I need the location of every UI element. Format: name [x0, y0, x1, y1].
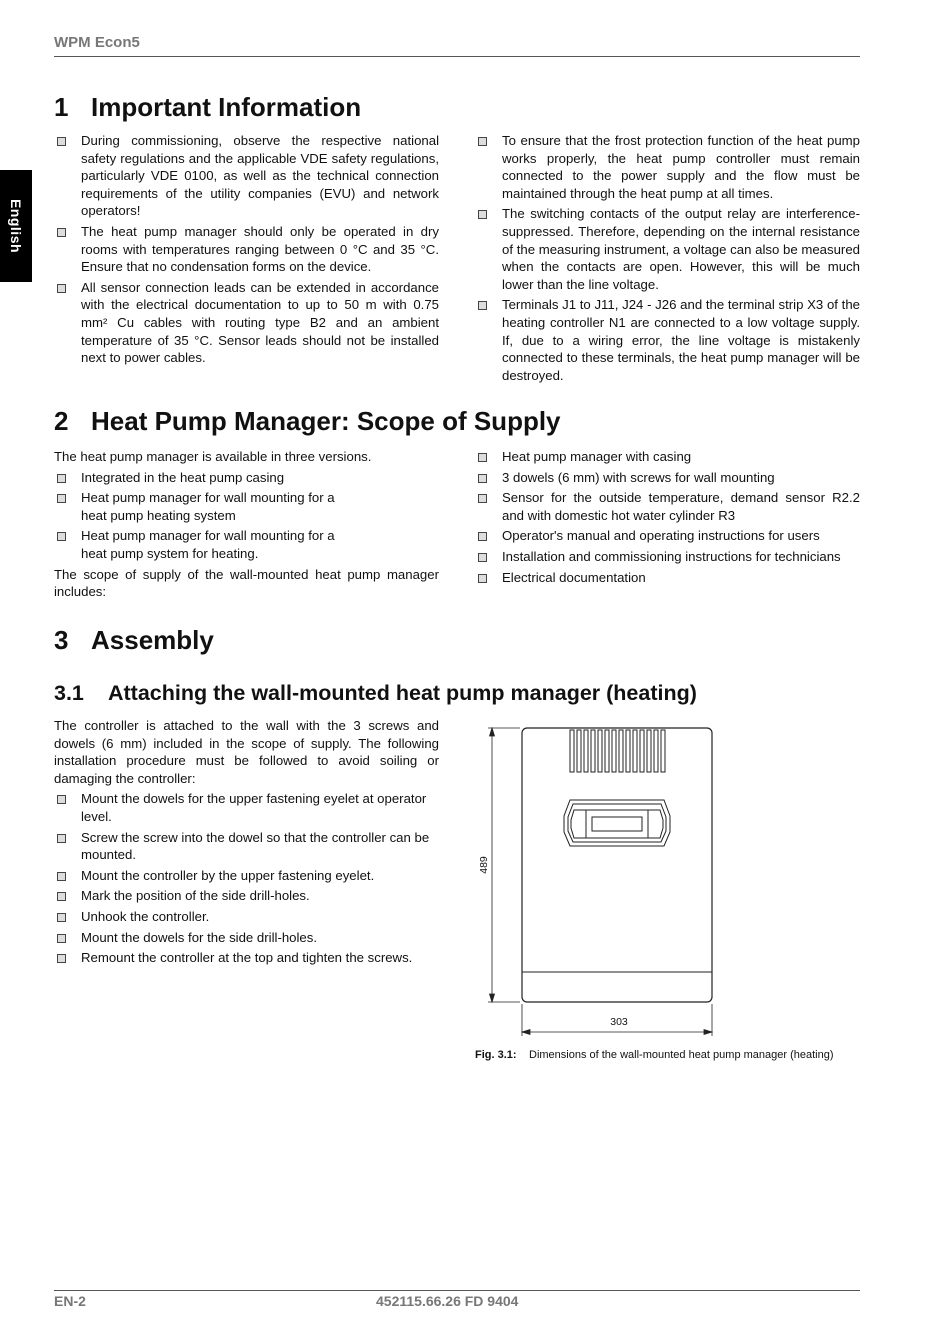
running-header: WPM Econ5: [54, 34, 140, 51]
section-number: 3: [54, 625, 69, 655]
footer-rule: [54, 1290, 860, 1291]
list-item: Sensor for the outside temperature, demand sensor R2.2 and with domestic hot water cylinder R3: [475, 489, 860, 524]
page-number: EN-2: [54, 1293, 86, 1309]
list-item: The switching contacts of the output relay are interference-suppressed. Therefore, depending on the internal resistance of the measuring instrument, a voltage can also be measured when the contacts are open. However, this will be much lower than the line voltage.: [475, 205, 860, 293]
figure-caption: [475, 1049, 834, 1061]
list-item: Mark the position of the side drill-holes.: [54, 887, 439, 905]
section-number: 3.1: [54, 681, 84, 705]
figure-caption-label: Fig. 3.1:: [475, 1049, 517, 1061]
list-item: To ensure that the frost protection function of the heat pump works properly, the heat pump controller must remain connected to the power supply and the flow must be maintained through the heat pump at all times.: [475, 132, 860, 202]
paragraph: The controller is attached to the wall with the 3 screws and dowels (6 mm) included in the scope of supply. The following installation procedure must be followed to avoid soiling or damaging the controller:: [54, 718, 439, 786]
section-number: 2: [54, 406, 69, 436]
dimension-figure: [474, 722, 874, 1042]
section-3-1-column: [54, 717, 439, 970]
header-rule: [54, 56, 860, 57]
width-label: 303: [610, 1016, 628, 1028]
height-dimension: [488, 728, 520, 1002]
list-item: Mount the dowels for the side drill-holes.: [54, 929, 439, 947]
list-item: During commissioning, observe the respective national safety regulations and the applicable VDE safety regulations, particularly VDE 0100, as well as the technical connection requirements of the utility companies (EVU) and network operators!: [54, 132, 439, 220]
list-item: Operator's manual and operating instructions for users: [475, 527, 860, 545]
list-item: Screw the screw into the dowel so that the controller can be mounted.: [54, 829, 439, 864]
section-3-1-heading: [54, 681, 697, 706]
language-tab: [0, 170, 32, 282]
section-title: Assembly: [91, 625, 214, 655]
list-item: The heat pump manager should only be operated in dry rooms with temperatures ranging between 0 °C and 35 °C. Ensure that no condensation forms on the device.: [54, 223, 439, 276]
list-item: 3 dowels (6 mm) with screws for wall mounting: [475, 469, 860, 487]
list-item: Terminals J1 to J11, J24 - J26 and the terminal strip X3 of the heating controller N1 are connected to a low voltage supply. If, due to a wiring error, the line voltage is mistakenly connected to these terminals, the heat pump manager will be destroyed.: [475, 296, 860, 384]
control-panel: [564, 800, 670, 846]
list-item: Unhook the controller.: [54, 908, 439, 926]
list-item: All sensor connection leads can be extended in accordance with the electrical documentation to up to 50 m with 0.75 mm² Cu cables with routing type B2 and an ambient temperature of 35 °C. Sensor leads should not be installed next to power cables.: [54, 279, 439, 367]
section-1-right-column: [475, 132, 860, 387]
section-title: Important Information: [91, 92, 362, 122]
list-item: Electrical documentation: [475, 569, 860, 587]
list-item: Heat pump manager for wall mounting for a heat pump system for heating.: [54, 527, 344, 562]
list-item: Installation and commissioning instructions for technicians: [475, 548, 860, 566]
list-item: Mount the dowels for the upper fastening eyelet at operator level.: [54, 790, 439, 825]
list-item: Remount the controller at the top and tighten the screws.: [54, 949, 439, 967]
section-2-heading: [54, 406, 561, 437]
section-title: Attaching the wall-mounted heat pump manager (heating): [108, 681, 697, 705]
section-1-heading: [54, 92, 361, 123]
section-3-heading: [54, 625, 214, 656]
section-number: 1: [54, 92, 69, 122]
list-item: Heat pump manager with casing: [475, 448, 860, 466]
section-2-right-column: [475, 448, 860, 589]
section-1-left-column: [54, 132, 439, 370]
paragraph: The scope of supply of the wall-mounted heat pump manager includes:: [54, 566, 439, 600]
language-tab-label: English: [8, 198, 24, 254]
figure-caption-text: Dimensions of the wall-mounted heat pump manager (heating): [529, 1049, 834, 1061]
list-item: Heat pump manager for wall mounting for a heat pump heating system: [54, 489, 344, 524]
display-window: [592, 817, 642, 831]
section-title: Heat Pump Manager: Scope of Supply: [91, 406, 561, 436]
document-number: 452115.66.26 FD 9404: [376, 1293, 519, 1309]
controller-drawing: [474, 722, 874, 1042]
height-label: 489: [478, 856, 490, 874]
casing-outline: [522, 728, 712, 1002]
paragraph: The heat pump manager is available in three versions.: [54, 449, 372, 464]
list-item: Integrated in the heat pump casing: [54, 469, 439, 487]
list-item: Mount the controller by the upper fastening eyelet.: [54, 867, 439, 885]
section-2-left-column: [54, 448, 439, 601]
